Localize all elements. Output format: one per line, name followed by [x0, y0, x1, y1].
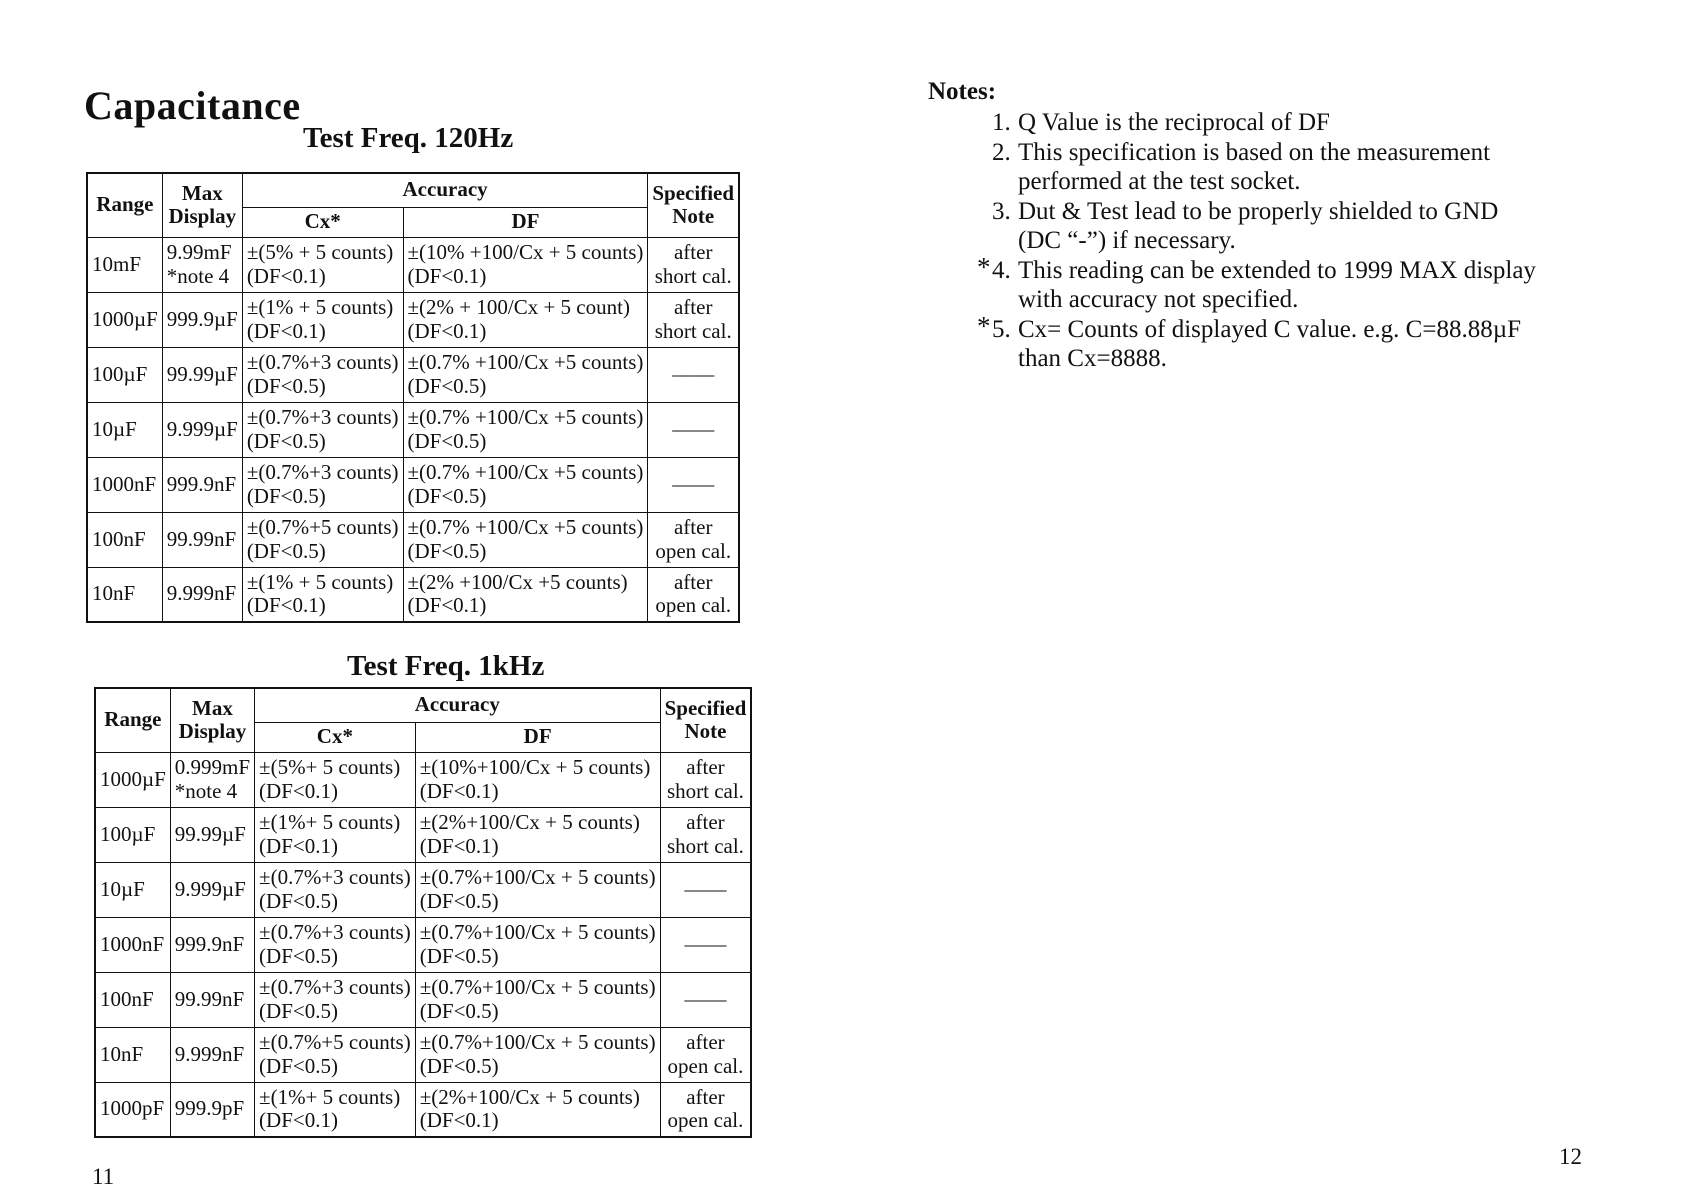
max-display-cell [162, 292, 242, 347]
header-cx: Cx* [255, 722, 416, 752]
specified-note-cell-line: open cal. [655, 538, 732, 563]
cx-accuracy-cell [255, 807, 416, 862]
max-display-cell-line: 9.999nF [174, 1041, 245, 1066]
specified-note-cell-line: after [686, 809, 725, 834]
df-accuracy-cell [415, 862, 660, 917]
specified-note-cell-line: open cal. [667, 1053, 744, 1078]
df-accuracy-cell-line: ±(10%+100/Cx + 5 counts) [419, 754, 651, 779]
df-accuracy-cell-line: ±(0.7% +100/Cx +5 counts) [407, 404, 644, 429]
max-display-cell [170, 862, 254, 917]
range-cell: 100nF [87, 512, 162, 567]
specified-note-cell [660, 1027, 751, 1082]
specified-note-cell [660, 807, 751, 862]
cx-accuracy-cell-line: ±(0.7%+3 counts) [259, 919, 411, 944]
range-cell: 10µF [95, 862, 170, 917]
specified-note-cell [648, 237, 739, 292]
df-accuracy-cell-line: (DF<0.5) [407, 538, 487, 563]
cx-accuracy-cell-line: ±(0.7%+5 counts) [259, 1029, 411, 1054]
header-specified-line: Specified [664, 695, 747, 720]
header-range: Range [87, 173, 162, 237]
specified-note-cell [660, 752, 751, 807]
cx-accuracy-cell-line: (DF<0.1) [246, 318, 326, 343]
df-accuracy-cell-line: (DF<0.5) [407, 373, 487, 398]
table-row [95, 752, 751, 807]
cx-accuracy-cell [255, 862, 416, 917]
max-display-cell-line: 9.999µF [174, 876, 246, 901]
max-display-cell [162, 512, 242, 567]
note-item [992, 108, 1632, 138]
cx-accuracy-cell [242, 292, 403, 347]
df-accuracy-cell-line: ±(2%+100/Cx + 5 counts) [419, 1084, 640, 1109]
df-accuracy-cell-line: (DF<0.1) [407, 318, 487, 343]
specified-note-cell-line: —— [684, 876, 727, 901]
range-cell: 10nF [87, 567, 162, 622]
note-asterisk: * [977, 310, 991, 341]
notes-heading: Notes: [928, 78, 997, 105]
header-df: DF [415, 722, 660, 752]
cx-accuracy-cell [242, 457, 403, 512]
note-item [992, 197, 1632, 256]
specified-note-cell-line: short cal. [666, 778, 744, 803]
cx-accuracy-cell-line: ±(0.7%+3 counts) [246, 404, 399, 429]
note-number: 2. [992, 138, 1011, 166]
max-display-cell [162, 402, 242, 457]
max-display-cell [170, 917, 254, 972]
df-accuracy-cell-line: ±(2%+100/Cx + 5 counts) [419, 809, 640, 834]
df-accuracy-cell-line: (DF<0.1) [407, 593, 487, 618]
max-display-cell-line: 99.99nF [174, 986, 245, 1011]
range-cell: 10mF [87, 237, 162, 292]
range-cell: 1000pF [95, 1082, 170, 1137]
header-df: DF [403, 207, 648, 237]
cx-accuracy-cell-line: ±(5%+ 5 counts) [259, 754, 401, 779]
range-cell: 1000nF [95, 917, 170, 972]
specified-note-cell [648, 292, 739, 347]
cx-accuracy-cell [255, 972, 416, 1027]
header-cx: Cx* [242, 207, 403, 237]
max-display-cell-line: 99.99µF [174, 821, 246, 846]
specified-note-cell [660, 972, 751, 1027]
cx-accuracy-cell-line: ±(1% + 5 counts) [246, 569, 394, 594]
specified-note-cell-line: open cal. [655, 593, 732, 618]
cx-accuracy-cell [255, 1027, 416, 1082]
table-row [87, 347, 739, 402]
max-display-cell-line: 9.999µF [166, 416, 238, 441]
table-row [87, 237, 739, 292]
table-row [87, 457, 739, 512]
df-accuracy-cell-line: (DF<0.1) [419, 778, 499, 803]
df-accuracy-cell-line: (DF<0.5) [419, 943, 499, 968]
max-display-cell-line: 999.9pF [174, 1096, 245, 1121]
note-text-line: (DC “-”) if necessary. [1018, 227, 1236, 254]
spec-table-1khz [94, 687, 752, 1138]
cx-accuracy-cell [255, 752, 416, 807]
note-number: 4. [992, 256, 1011, 284]
specified-note-cell-line: open cal. [667, 1108, 744, 1133]
df-accuracy-cell [415, 752, 660, 807]
max-display-cell [170, 807, 254, 862]
specified-note-cell-line: —— [672, 361, 715, 386]
df-accuracy-cell [415, 972, 660, 1027]
specified-note-cell-line: after [673, 239, 713, 264]
max-display-cell [162, 567, 242, 622]
max-display-cell [162, 347, 242, 402]
specified-note-cell-line: after [673, 294, 713, 319]
range-cell: 100µF [87, 347, 162, 402]
max-display-cell-line: 99.99nF [166, 526, 237, 551]
table-row [95, 807, 751, 862]
df-accuracy-cell [403, 512, 648, 567]
note-text-line: than Cx=8888. [1018, 345, 1167, 372]
specified-note-cell [648, 457, 739, 512]
section-title: Capacitance [84, 83, 301, 128]
specified-note-cell-line: —— [684, 931, 727, 956]
cx-accuracy-cell-line: (DF<0.5) [259, 943, 338, 968]
df-accuracy-cell-line: (DF<0.5) [419, 888, 499, 913]
df-accuracy-cell [403, 292, 648, 347]
header-accuracy: Accuracy [242, 173, 648, 207]
range-cell: 1000nF [87, 457, 162, 512]
header-specified-note [660, 688, 751, 752]
df-accuracy-cell [403, 402, 648, 457]
table-row [95, 972, 751, 1027]
df-accuracy-cell-line: ±(0.7% +100/Cx +5 counts) [407, 459, 644, 484]
df-accuracy-cell [403, 347, 648, 402]
df-accuracy-cell [403, 237, 648, 292]
cx-accuracy-cell-line: ±(1% + 5 counts) [246, 294, 394, 319]
spec-table-120hz [86, 172, 740, 623]
cx-accuracy-cell-line: ±(0.7%+3 counts) [246, 459, 399, 484]
specified-note-cell-line: after [686, 1084, 725, 1109]
cx-accuracy-cell [255, 1082, 416, 1137]
max-display-cell-line: 99.99µF [166, 361, 238, 386]
df-accuracy-cell [415, 1027, 660, 1082]
page-number-left: 11 [92, 1164, 115, 1189]
df-accuracy-cell-line: (DF<0.5) [419, 998, 499, 1023]
specified-note-cell [648, 347, 739, 402]
header-display-line: Display [178, 719, 247, 744]
cx-accuracy-cell-line: (DF<0.1) [246, 263, 326, 288]
max-display-cell-line: 999.9nF [166, 471, 237, 496]
df-accuracy-cell-line: ±(0.7%+100/Cx + 5 counts) [419, 1029, 656, 1054]
range-cell: 1000µF [95, 752, 170, 807]
specified-note-cell [648, 402, 739, 457]
specified-note-cell-line: —— [672, 471, 715, 496]
max-display-cell-line: 0.999mF [174, 754, 251, 779]
table-row [87, 292, 739, 347]
header-max-display [170, 688, 254, 752]
table-body [87, 237, 739, 622]
range-cell: 1000µF [87, 292, 162, 347]
specified-note-cell-line: after [673, 569, 713, 594]
cx-accuracy-cell-line: (DF<0.5) [246, 483, 326, 508]
note-text-line: performed at the test socket. [1018, 168, 1301, 195]
cx-accuracy-cell-line: (DF<0.5) [259, 1053, 338, 1078]
specified-note-cell-line: —— [684, 986, 727, 1011]
cx-accuracy-cell-line: ±(0.7%+3 counts) [259, 864, 411, 889]
specified-note-cell-line: short cal. [654, 318, 732, 343]
note-item [992, 138, 1632, 197]
specified-note-cell [660, 862, 751, 917]
cx-accuracy-cell-line: ±(0.7%+5 counts) [246, 514, 399, 539]
cx-accuracy-cell-line: ±(1%+ 5 counts) [259, 809, 401, 834]
range-cell: 10nF [95, 1027, 170, 1082]
header-display-line: Display [168, 204, 237, 229]
table-row [95, 862, 751, 917]
table-heading-120hz: Test Freq. 120Hz [303, 122, 514, 154]
max-display-cell-line: 999.9nF [174, 931, 245, 956]
note-item [977, 251, 1632, 315]
note-text-line: with accuracy not specified. [1018, 286, 1299, 313]
table-row [87, 402, 739, 457]
max-display-cell-line: *note 4 [174, 778, 238, 803]
range-cell: 10µF [87, 402, 162, 457]
specified-note-cell-line: after [686, 754, 725, 779]
specified-note-cell [648, 567, 739, 622]
header-accuracy: Accuracy [255, 688, 661, 722]
max-display-cell-line: 9.999nF [166, 581, 237, 606]
df-accuracy-cell [403, 457, 648, 512]
table-body [95, 752, 751, 1137]
table-row [95, 917, 751, 972]
specified-note-cell-line: after [673, 514, 713, 539]
header-range: Range [95, 688, 170, 752]
cx-accuracy-cell-line: ±(0.7%+3 counts) [246, 349, 399, 374]
df-accuracy-cell-line: (DF<0.1) [419, 833, 499, 858]
specified-note-cell [660, 1082, 751, 1137]
cx-accuracy-cell-line: (DF<0.5) [246, 373, 326, 398]
note-number: 3. [992, 197, 1011, 225]
df-accuracy-cell [415, 917, 660, 972]
df-accuracy-cell [415, 1082, 660, 1137]
specified-note-cell-line: —— [672, 416, 715, 441]
df-accuracy-cell-line: ±(10% +100/Cx + 5 counts) [407, 239, 644, 264]
notes-list [977, 108, 1632, 374]
range-cell: 100µF [95, 807, 170, 862]
note-text-line: Dut & Test lead to be properly shielded to GND [1018, 197, 1499, 225]
header-specified-note [648, 173, 739, 237]
max-display-cell [162, 237, 242, 292]
cx-accuracy-cell-line: ±(0.7%+3 counts) [259, 974, 411, 999]
df-accuracy-cell [415, 807, 660, 862]
header-max-line: Max [181, 180, 223, 205]
cx-accuracy-cell-line: ±(1%+ 5 counts) [259, 1084, 401, 1109]
cx-accuracy-cell-line: (DF<0.1) [259, 1108, 338, 1133]
table-row [95, 1027, 751, 1082]
cx-accuracy-cell [255, 917, 416, 972]
table-row [95, 1082, 751, 1137]
cx-accuracy-cell-line: ±(5% + 5 counts) [246, 239, 394, 264]
note-number: 1. [992, 109, 1011, 136]
cx-accuracy-cell [242, 567, 403, 622]
cx-accuracy-cell [242, 402, 403, 457]
cx-accuracy-cell-line: (DF<0.5) [246, 428, 326, 453]
right-page [842, 0, 1684, 1190]
df-accuracy-cell-line: ±(0.7% +100/Cx +5 counts) [407, 349, 644, 374]
specified-note-cell [648, 512, 739, 567]
cx-accuracy-cell [242, 512, 403, 567]
cx-accuracy-cell-line: (DF<0.5) [246, 538, 326, 563]
note-item [977, 310, 1632, 374]
max-display-cell [170, 1082, 254, 1137]
max-display-cell [170, 1027, 254, 1082]
cx-accuracy-cell [242, 347, 403, 402]
page-number-right: 12 [1559, 1144, 1582, 1169]
max-display-cell [170, 972, 254, 1027]
range-cell: 100nF [95, 972, 170, 1027]
df-accuracy-cell [403, 567, 648, 622]
max-display-cell [170, 752, 254, 807]
specified-note-cell [660, 917, 751, 972]
cx-accuracy-cell-line: (DF<0.1) [246, 593, 326, 618]
table-row [87, 567, 739, 622]
specified-note-cell-line: short cal. [654, 263, 732, 288]
max-display-cell-line: 9.99mF [166, 239, 232, 264]
cx-accuracy-cell-line: (DF<0.5) [259, 998, 338, 1023]
max-display-cell-line: 999.9µF [166, 306, 238, 331]
df-accuracy-cell-line: ±(0.7%+100/Cx + 5 counts) [419, 919, 656, 944]
cx-accuracy-cell-line: (DF<0.1) [259, 778, 338, 803]
df-accuracy-cell-line: (DF<0.1) [407, 263, 487, 288]
table-row [87, 512, 739, 567]
note-text-line: Cx= Counts of displayed C value. e.g. C=88.88µF [1018, 315, 1522, 343]
note-text-line: This reading can be extended to 1999 MAX display [1018, 256, 1536, 284]
note-text-line: This specification is based on the measurement [1018, 138, 1491, 166]
specified-note-cell-line: short cal. [666, 833, 744, 858]
df-accuracy-cell-line: ±(0.7%+100/Cx + 5 counts) [419, 864, 656, 889]
df-accuracy-cell-line: (DF<0.5) [419, 1053, 499, 1078]
header-max-display [162, 173, 242, 237]
df-accuracy-cell-line: ±(2% +100/Cx +5 counts) [407, 569, 628, 594]
note-text-line: Q Value is the reciprocal of DF [1018, 109, 1330, 136]
df-accuracy-cell-line: ±(0.7% +100/Cx +5 counts) [407, 514, 644, 539]
cx-accuracy-cell-line: (DF<0.5) [259, 888, 338, 913]
note-asterisk: * [977, 251, 991, 282]
header-note-line: Note [672, 204, 715, 229]
df-accuracy-cell-line: ±(0.7%+100/Cx + 5 counts) [419, 974, 656, 999]
max-display-cell-line: *note 4 [166, 263, 230, 288]
cx-accuracy-cell [242, 237, 403, 292]
cx-accuracy-cell-line: (DF<0.1) [259, 833, 338, 858]
note-number: 5. [992, 315, 1011, 343]
header-note-line: Note [684, 719, 727, 744]
df-accuracy-cell-line: (DF<0.1) [419, 1108, 499, 1133]
specified-note-cell-line: after [686, 1029, 725, 1054]
df-accuracy-cell-line: ±(2% + 100/Cx + 5 count) [407, 294, 630, 319]
max-display-cell [162, 457, 242, 512]
header-specified-line: Specified [652, 180, 735, 205]
header-max-line: Max [192, 695, 233, 720]
df-accuracy-cell-line: (DF<0.5) [407, 483, 487, 508]
df-accuracy-cell-line: (DF<0.5) [407, 428, 487, 453]
table-heading-1khz: Test Freq. 1kHz [347, 650, 545, 682]
